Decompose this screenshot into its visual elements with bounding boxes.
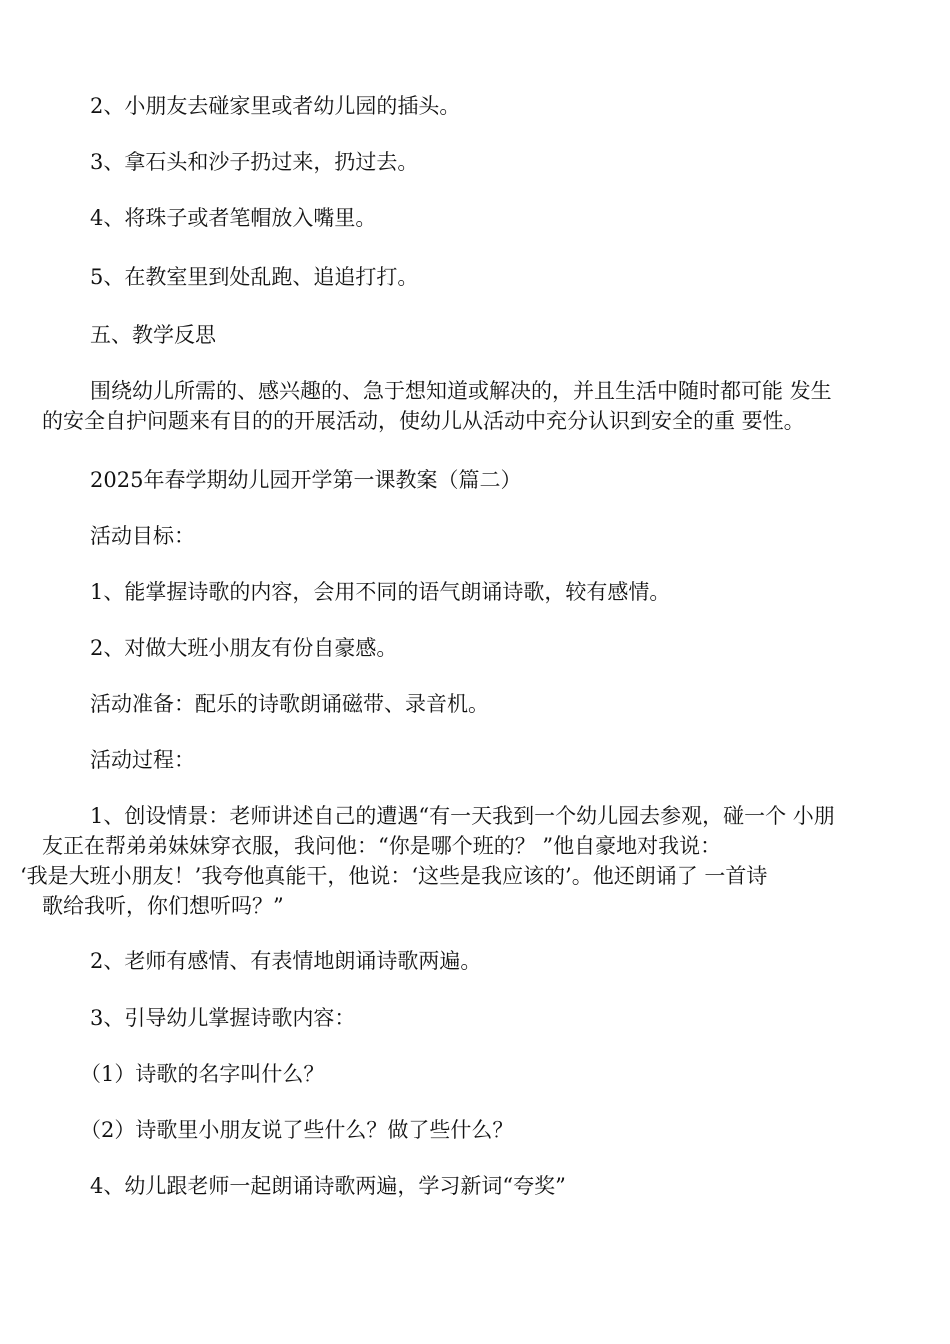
section-heading-goals: 活动目标： [90, 524, 195, 548]
paragraph-preparation: 活动准备：配乐的诗歌朗诵磁带、录音机。 [90, 692, 489, 716]
paragraph-reflection [42, 376, 912, 436]
section-heading-reflection: 五、教学反思 [90, 323, 216, 347]
paragraph-item-5: 5、在教室里到处乱跑、追追打打。 [90, 265, 419, 289]
paragraph-goal-1: 1、能掌握诗歌的内容，会用不同的语气朗诵诗歌，较有感情。 [90, 580, 671, 604]
paragraph-item-4: 4、将珠子或者笔帽放入嘴里。 [90, 206, 377, 230]
paragraph-question-2: （2）诗歌里小朋友说了些什么？做了些什么？ [80, 1118, 514, 1142]
document-title: 2025年春学期幼儿园开学第一课教案（篇二） [90, 468, 522, 492]
text-line: 歌给我听，你们想听吗？” [42, 894, 284, 918]
paragraph-process-2: 2、老师有感情、有表情地朗诵诗歌两遍。 [90, 949, 482, 973]
section-heading-process: 活动过程： [90, 748, 195, 772]
paragraph-item-2: 2、小朋友去碰家里或者幼儿园的插头。 [90, 94, 461, 118]
text-line: ‘我是大班小朋友！’我夸他真能干，他说：‘这些是我应该的’。他还朗诵了 一首诗 [20, 864, 768, 888]
text-line: 友正在帮弟弟妹妹穿衣服，我问他：“你是哪个班的？ ”他自豪地对我说： [42, 834, 722, 858]
paragraph-process-4: 4、幼儿跟老师一起朗诵诗歌两遍，学习新词“夸奖” [90, 1174, 566, 1198]
text-line: 1、创设情景：老师讲述自己的遭遇“有一天我到一个幼儿园去参观，碰一个 小朋 [90, 804, 835, 828]
paragraph-item-3: 3、拿石头和沙子扔过来，扔过去。 [90, 150, 419, 174]
paragraph-process-1 [20, 801, 912, 921]
text-line: 围绕幼儿所需的、感兴趣的、急于想知道或解决的，并且生活中随时都可能 发生 [90, 379, 832, 403]
paragraph-question-1: （1）诗歌的名字叫什么？ [80, 1062, 325, 1086]
text-line: 的安全自护问题来有目的的开展活动，使幼儿从活动中充分认识到安全的重 要性。 [42, 409, 805, 433]
paragraph-process-3: 3、引导幼儿掌握诗歌内容： [90, 1006, 356, 1030]
paragraph-goal-2: 2、对做大班小朋友有份自豪感。 [90, 636, 398, 660]
